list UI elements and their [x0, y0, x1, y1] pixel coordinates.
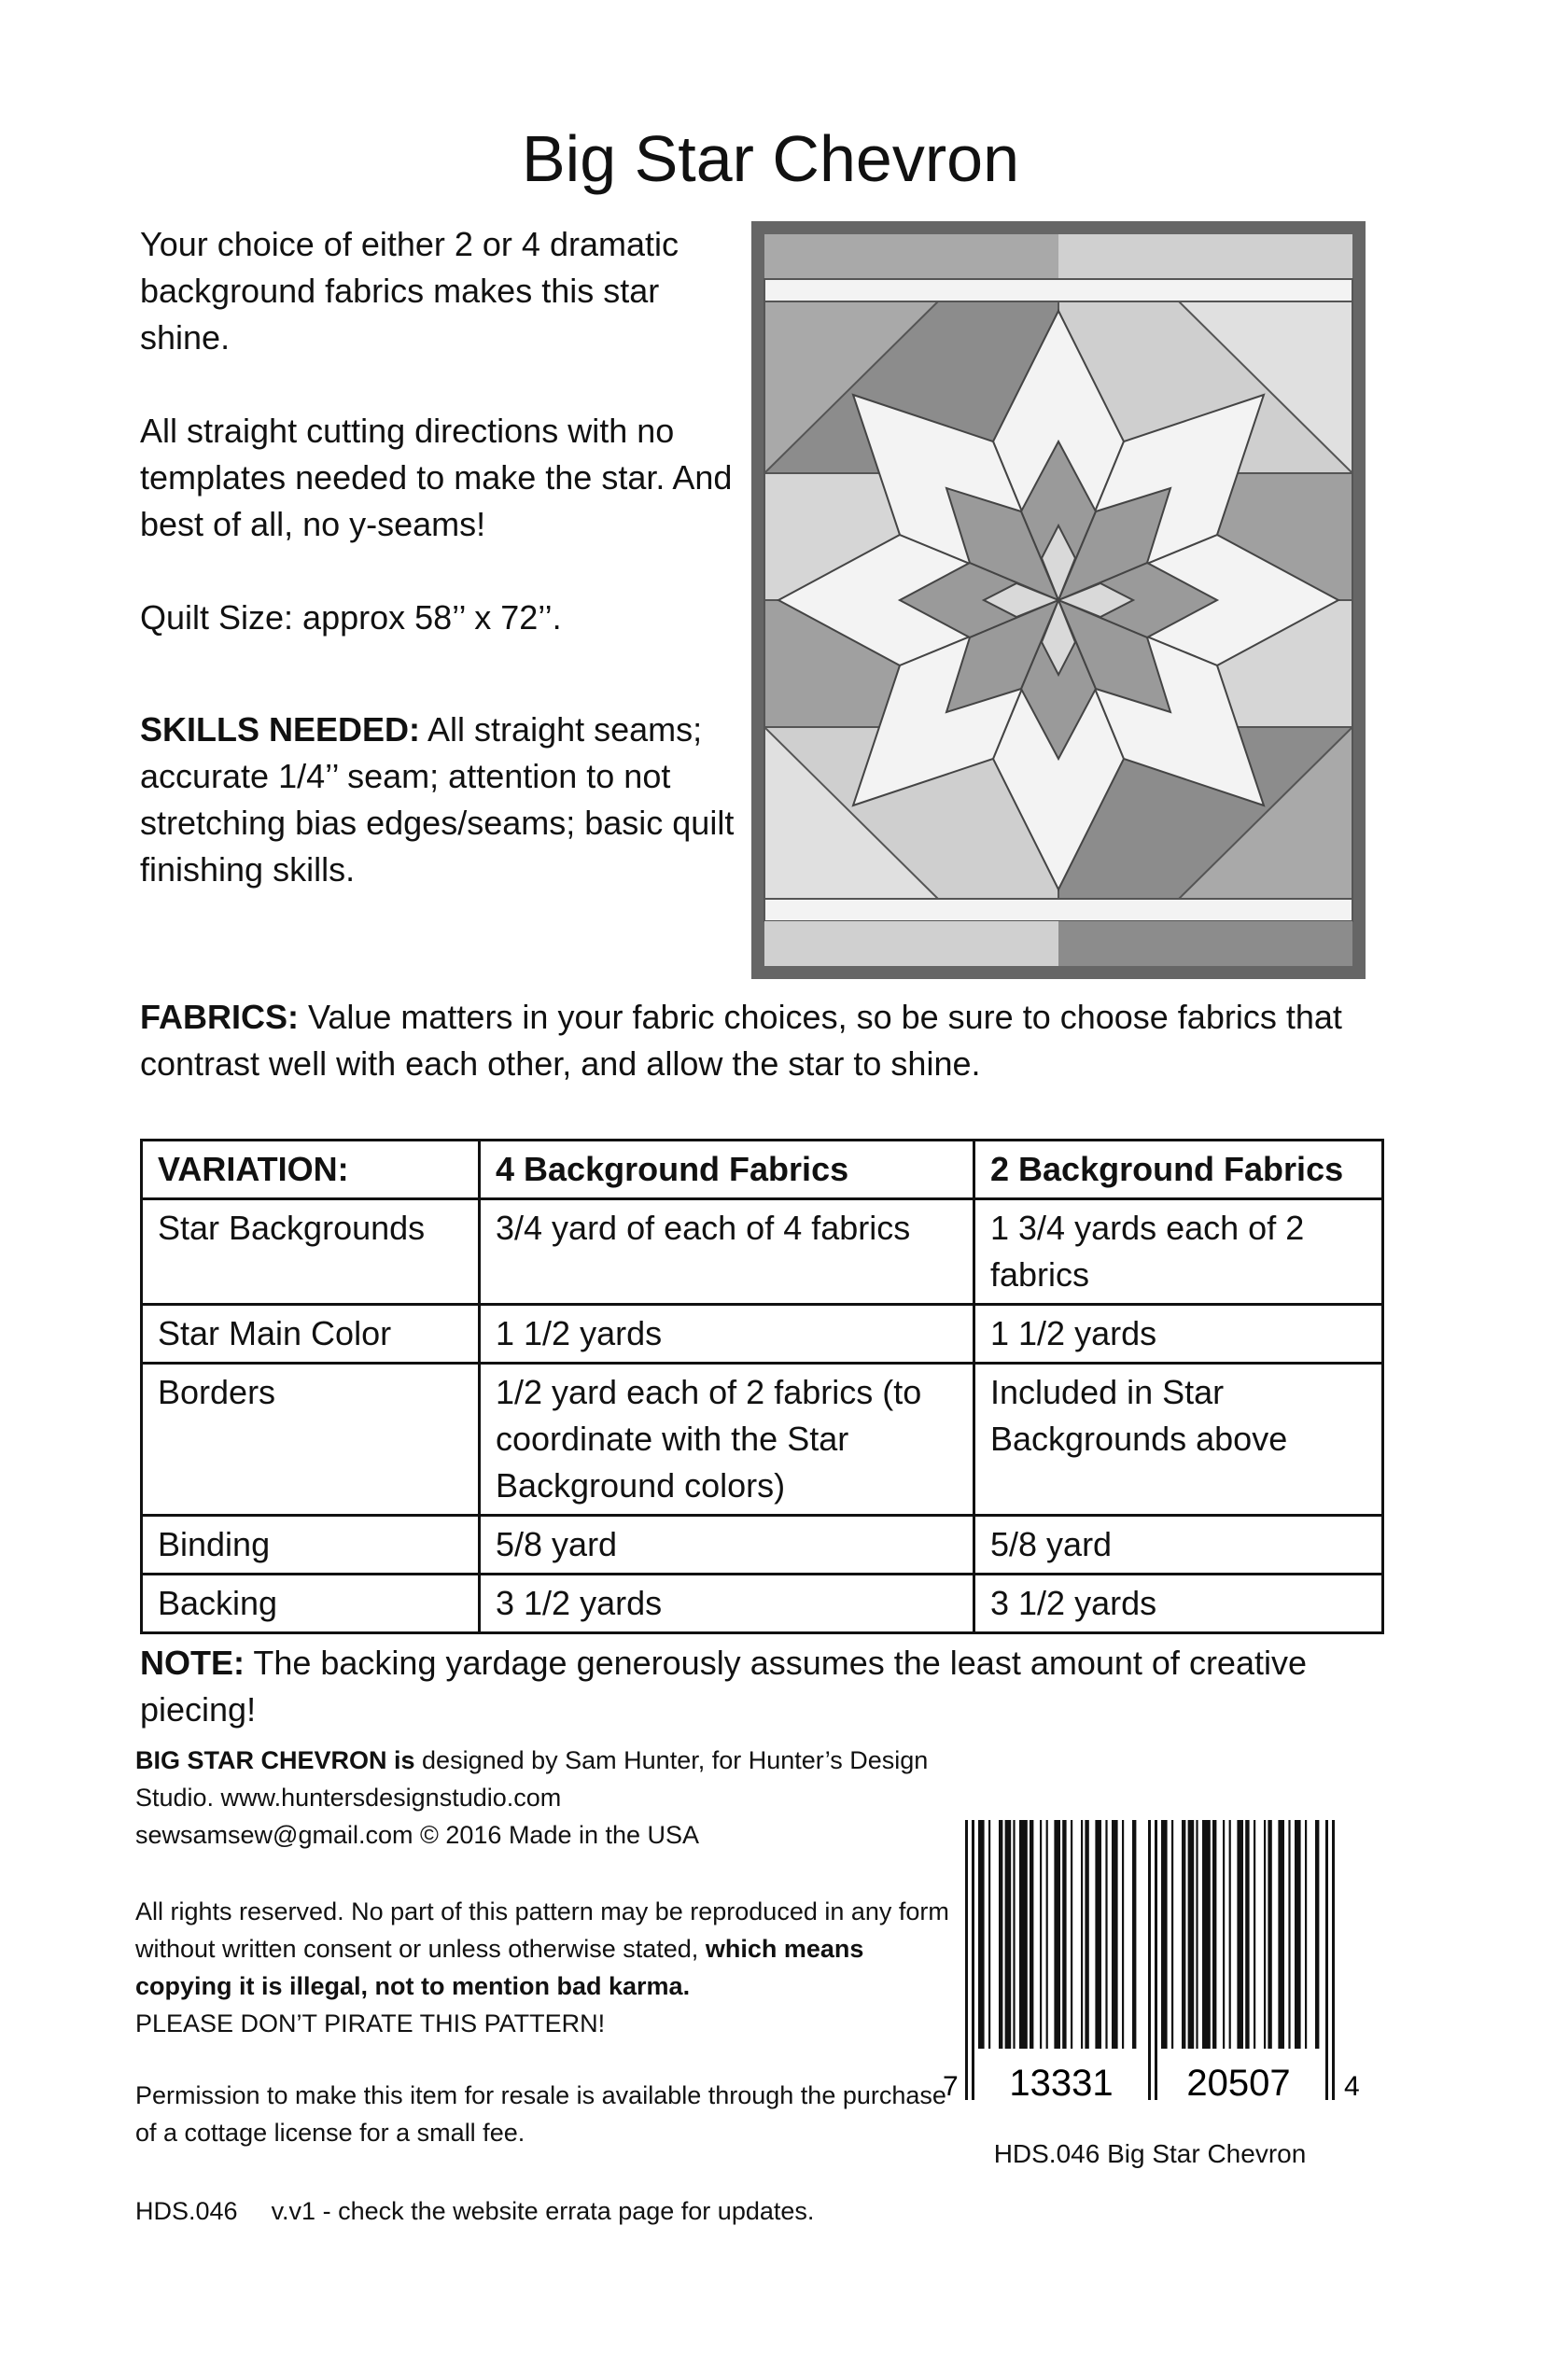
table-header-row — [142, 1141, 1383, 1199]
table-cell: 1 1/2 yards — [974, 1305, 1383, 1364]
barcode-bar — [1305, 1820, 1307, 2049]
star — [778, 311, 1338, 889]
barcode-guard-right — [1325, 1820, 1328, 2100]
bottom-white-strip — [764, 899, 1352, 921]
barcode-caption: HDS.046 Big Star Chevron — [993, 2139, 1307, 2168]
barcode-bar — [1062, 1820, 1066, 2049]
barcode-group-2: 20507 — [1186, 2063, 1291, 2104]
barcode-right-digit: 4 — [1344, 2071, 1360, 2102]
barcode-bar — [1254, 1820, 1255, 2049]
barcode-guard-right — [1332, 1820, 1335, 2100]
intro-paragraph-2: All straight cutting directions with no templates needed to make the star. And best of all, no y-seams! — [140, 412, 733, 543]
fabrics-label: FABRICS: — [140, 998, 299, 1036]
barcode-bar — [1295, 1820, 1301, 2049]
credits-designer: designed by Sam Hunter, for Hunter’s Design Studio. www.huntersdesignstudio.com — [135, 1746, 929, 1812]
table-cell: 5/8 yard — [974, 1516, 1383, 1575]
barcode-bar — [1202, 1820, 1211, 2049]
table-header-variation: VARIATION: — [142, 1141, 480, 1199]
barcode-guard-left — [972, 1820, 974, 2100]
permission-notice: Permission to make this item for resale is available through the purchase of a cottage license for a small fee. — [135, 2081, 946, 2147]
page-title: Big Star Chevron — [521, 122, 1020, 195]
table-cell: Included in Star Backgrounds above — [974, 1364, 1383, 1516]
barcode-bar — [1212, 1820, 1216, 2049]
credits-pattern-name: BIG STAR CHEVRON is — [135, 1746, 415, 1774]
rights-text: All rights reserved. No part of this pattern may be reproduced in any form without written consent or unless otherwise stated, — [135, 1897, 949, 1963]
barcode-bar — [1095, 1820, 1101, 2049]
table-row — [142, 1575, 1383, 1633]
top-border-left — [764, 234, 1058, 279]
table-row — [142, 1199, 1383, 1305]
note-paragraph — [140, 1640, 1391, 1733]
table-header-4-backgrounds: 4 Background Fabrics — [480, 1141, 974, 1199]
barcode-bar — [1229, 1820, 1231, 2049]
barcode-bar — [1264, 1820, 1266, 2049]
table-cell: 1 3/4 yards each of 2 fabrics — [974, 1199, 1383, 1305]
table-row — [142, 1364, 1383, 1516]
barcode-bar — [988, 1820, 990, 2049]
table-cell: 3 1/2 yards — [974, 1575, 1383, 1633]
table-cell: Backing — [142, 1575, 480, 1633]
table-cell: 1 1/2 yards — [480, 1305, 974, 1364]
barcode-bar — [999, 1820, 1002, 2049]
barcode — [935, 1820, 1365, 2109]
barcode-bar — [1161, 1820, 1168, 2049]
rights-bold-text: which means copying it is illegal, not to mention bad karma. — [135, 1935, 864, 2000]
barcode-bar — [1237, 1820, 1243, 2049]
skills-needed — [140, 707, 737, 893]
barcode-bar — [1085, 1820, 1088, 2049]
table-cell: Binding — [142, 1516, 480, 1575]
table-row — [142, 1516, 1383, 1575]
rights-notice — [135, 1893, 957, 2042]
footer-version: v.v1 - check the website errata page for updates. — [271, 2197, 815, 2225]
bottom-border-right — [1058, 921, 1352, 966]
barcode-bar — [1081, 1820, 1083, 2049]
skills-text: All straight seams; accurate 1/4’’ seam; attention to not stretching bias edges/seams; basic quilt finishing skills. — [140, 710, 735, 889]
barcode-bar — [1105, 1820, 1107, 2049]
barcode-bar — [1005, 1820, 1012, 2049]
barcode-bar — [1112, 1820, 1118, 2049]
intro-text — [140, 221, 737, 688]
fabric-table-wrapper — [140, 1139, 1391, 1634]
barcode-bar — [1054, 1820, 1060, 2049]
skills-label: SKILLS NEEDED: — [140, 710, 421, 749]
footer — [135, 2192, 1069, 2230]
quilt-illustration — [751, 221, 1366, 979]
barcode-bar — [1040, 1820, 1042, 2049]
fabrics-paragraph — [140, 994, 1400, 1087]
fabrics-text: Value matters in your fabric choices, so be sure to choose fabrics that contrast well with each other, and allow the star to shine. — [140, 998, 1342, 1083]
barcode-bar — [1030, 1820, 1033, 2049]
barcode-bar — [1188, 1820, 1195, 2049]
table-cell: Star Main Color — [142, 1305, 480, 1364]
credits — [135, 1742, 957, 1854]
barcode-bar — [978, 1820, 985, 2049]
barcode-bar — [1268, 1820, 1271, 2049]
note-text: The backing yardage generously assumes the least amount of creative piecing! — [140, 1644, 1307, 1729]
barcode-bar — [1196, 1820, 1198, 2049]
table-header-2-backgrounds: 2 Background Fabrics — [974, 1141, 1383, 1199]
barcode-bar — [1071, 1820, 1072, 2049]
barcode-bar — [1288, 1820, 1290, 2049]
barcode-guard-center — [1155, 1820, 1157, 2100]
intro-paragraph-1: Your choice of either 2 or 4 dramatic background fabrics makes this star shine. — [140, 225, 679, 357]
barcode-group-1: 13331 — [1009, 2063, 1114, 2104]
quilt-size: Quilt Size: approx 58’’ x 72’’. — [140, 598, 562, 637]
barcode-guard-left — [965, 1820, 968, 2100]
barcode-bar — [1223, 1820, 1225, 2049]
barcode-bar — [1315, 1820, 1319, 2049]
table-cell: 3/4 yard of each of 4 fabrics — [480, 1199, 974, 1305]
barcode-bar — [1278, 1820, 1284, 2049]
note-label: NOTE: — [140, 1644, 245, 1682]
footer-code: HDS.046 — [135, 2197, 238, 2225]
rights-pirate-text: PLEASE DON’T PIRATE THIS PATTERN! — [135, 2009, 606, 2037]
table-cell: Star Backgrounds — [142, 1199, 480, 1305]
table-cell: Borders — [142, 1364, 480, 1516]
barcode-bar — [1122, 1820, 1124, 2049]
barcode-bar — [1132, 1820, 1136, 2049]
table-cell: 3 1/2 yards — [480, 1575, 974, 1633]
table-cell: 1/2 yard each of 2 fabrics (to coordinate with the Star Background colors) — [480, 1364, 974, 1516]
table-cell: 5/8 yard — [480, 1516, 974, 1575]
fabric-requirements-table — [140, 1139, 1384, 1634]
bottom-border-left — [764, 921, 1058, 966]
barcode-bar — [1171, 1820, 1173, 2049]
barcode-guard-center — [1148, 1820, 1151, 2100]
barcode-bar — [1245, 1820, 1249, 2049]
top-white-strip — [764, 279, 1352, 301]
barcode-bar — [1013, 1820, 1015, 2049]
barcode-bar — [1046, 1820, 1048, 2049]
credits-contact: sewsamsew@gmail.com © 2016 Made in the USA — [135, 1821, 700, 1849]
barcode-bar — [1019, 1820, 1028, 2049]
table-row — [142, 1305, 1383, 1364]
top-border-right — [1058, 234, 1352, 279]
barcode-bar — [1182, 1820, 1185, 2049]
barcode-left-digit: 7 — [943, 2071, 959, 2102]
